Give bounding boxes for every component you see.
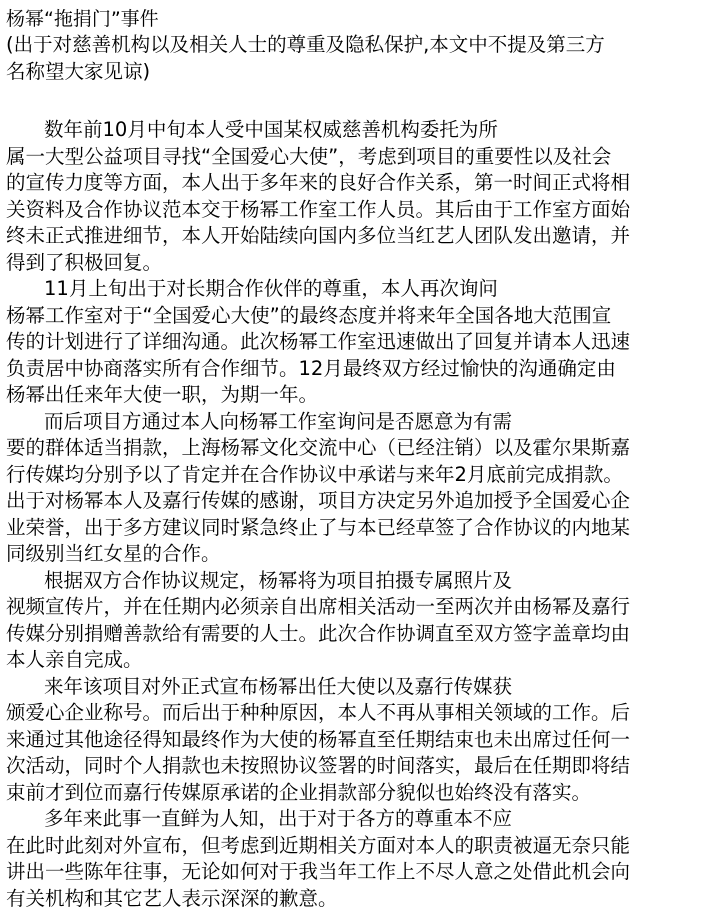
- paragraph-line: 关资料及合作协议范本交于杨幂工作室工作人员。其后由于工作室方面始: [6, 197, 715, 224]
- paragraph: [6, 117, 715, 276]
- paragraph-line: 行传媒均分别予以了肯定并在合作协议中承诺与来年2月底前完成捐款。: [6, 462, 715, 489]
- paragraph: [6, 568, 715, 674]
- paragraph-line: 杨幂工作室对于“全国爱心大使”的最终态度并将来年全国各地大范围宣: [6, 303, 715, 330]
- paragraph-line: 传的计划进行了详细沟通。此次杨幂工作室迅速做出了回复并请本人迅速: [6, 329, 715, 356]
- paragraph: [6, 806, 715, 912]
- paragraph-line: 次活动，同时个人捐款也未按照协议签署的时间落实，最后在任期即将结: [6, 753, 715, 780]
- paragraph-line: 有关机构和其它艺人表示深深的歉意。: [6, 886, 715, 912]
- document-title: 杨幂“拖捐门”事件: [6, 6, 715, 32]
- paragraph-line: 本人亲自完成。: [6, 647, 715, 674]
- paragraph: [6, 674, 715, 807]
- paragraph-line: 来年该项目对外正式宣布杨幂出任大使以及嘉行传媒获: [6, 674, 715, 701]
- paragraph-line: 传媒分别捐赠善款给有需要的人士。此次合作协调直至双方签字盖章均由: [6, 621, 715, 648]
- paragraph-line: 视频宣传片，并在任期内必须亲自出席相关活动一至两次并由杨幂及嘉行: [6, 594, 715, 621]
- paragraph-line: 在此时此刻对外宣布，但考虑到近期相关方面对本人的职责被逼无奈只能: [6, 833, 715, 860]
- paragraph-line: 而后项目方通过本人向杨幂工作室询问是否愿意为有需: [6, 409, 715, 436]
- paragraph-line: 负责居中协商落实所有合作细节。12月最终双方经过愉快的沟通确定由: [6, 356, 715, 383]
- paragraph-line: 出于对杨幂本人及嘉行传媒的感谢，项目方决定另外追加授予全国爱心企: [6, 488, 715, 515]
- document-body: [6, 6, 715, 912]
- paragraph-line: 数年前10月中旬本人受中国某权威慈善机构委托为所: [6, 117, 715, 144]
- paragraph-line: 来通过其他途径得知最终作为大使的杨幂直至任期结束也未出席过任何一: [6, 727, 715, 754]
- paragraph-line: 得到了积极回复。: [6, 250, 715, 277]
- paragraph-line: 杨幂出任来年大使一职，为期一年。: [6, 382, 715, 409]
- paragraph: [6, 276, 715, 409]
- note-line: 名称望大家见谅): [6, 59, 715, 86]
- paragraph-line: 的宣传力度等方面，本人出于多年来的良好合作关系，第一时间正式将相: [6, 170, 715, 197]
- paragraph-line: 根据双方合作协议规定，杨幂将为项目拍摄专属照片及: [6, 568, 715, 595]
- paragraph: [6, 409, 715, 568]
- paragraph-line: 11月上旬出于对长期合作伙伴的尊重，本人再次询问: [6, 276, 715, 303]
- paragraph-line: 业荣誉，出于多方建议同时紧急终止了与本已经草签了合作协议的内地某: [6, 515, 715, 542]
- paragraph-line: 同级别当红女星的合作。: [6, 541, 715, 568]
- paragraph-line: 要的群体适当捐款，上海杨幂文化交流中心（已经注销）以及霍尔果斯嘉: [6, 435, 715, 462]
- paragraph-line: 多年来此事一直鲜为人知，出于对于各方的尊重本不应: [6, 806, 715, 833]
- note-line: (出于对慈善机构以及相关人士的尊重及隐私保护,本文中不提及第三方: [6, 32, 715, 59]
- paragraph-line: 讲出一些陈年往事，无论如何对于我当年工作上不尽人意之处借此机会向: [6, 859, 715, 886]
- spacer: [6, 85, 715, 117]
- paragraph-line: 束前才到位而嘉行传媒原承诺的企业捐款部分貌似也始终没有落实。: [6, 780, 715, 807]
- paragraph-line: 终未正式推进细节，本人开始陆续向国内多位当红艺人团队发出邀请，并: [6, 223, 715, 250]
- paragraph-line: 属一大型公益项目寻找“全国爱心大使”，考虑到项目的重要性以及社会: [6, 144, 715, 171]
- paragraph-line: 颁爱心企业称号。而后出于种种原因，本人不再从事相关领域的工作。后: [6, 700, 715, 727]
